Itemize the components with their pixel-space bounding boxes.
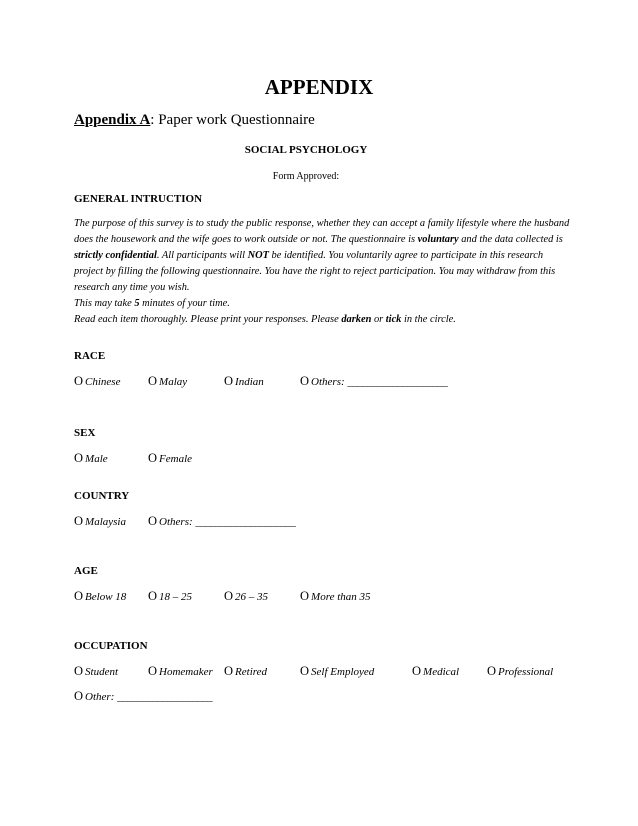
race-others-blank[interactable]: ____________________ xyxy=(347,376,448,388)
time-note xyxy=(74,298,230,309)
read-text-c: or xyxy=(371,314,386,325)
radio-circle[interactable]: O xyxy=(148,374,158,388)
country-option-malaysia[interactable] xyxy=(74,514,126,529)
radio-circle[interactable]: O xyxy=(412,664,422,678)
option-label: Medical xyxy=(423,666,460,678)
form-approved-text: Form Approved: xyxy=(272,171,340,182)
appendix-heading xyxy=(74,112,315,129)
race-option-others[interactable] xyxy=(300,374,447,389)
radio-circle[interactable]: O xyxy=(300,589,310,603)
option-label: Others: xyxy=(311,376,345,388)
para-bold-voluntary: voluntary xyxy=(417,234,459,245)
appendix-rest: : Paper work Questionnaire xyxy=(150,112,315,128)
occupation-option-student[interactable] xyxy=(74,664,118,679)
radio-circle[interactable]: O xyxy=(148,451,158,465)
occupation-option-retired[interactable] xyxy=(224,664,267,679)
option-label: Malay xyxy=(159,376,188,388)
option-label: Chinese xyxy=(85,376,121,388)
option-label: Malaysia xyxy=(85,516,126,528)
age-heading: AGE xyxy=(74,565,98,577)
radio-circle[interactable]: O xyxy=(224,664,234,678)
option-label: 18 – 25 xyxy=(159,591,193,603)
survey-subtitle: SOCIAL PSYCHOLOGY xyxy=(244,144,368,156)
race-heading: RACE xyxy=(74,350,106,362)
page-title: APPENDIX xyxy=(264,75,374,99)
radio-circle[interactable]: O xyxy=(74,664,84,678)
option-label: Homemaker xyxy=(159,666,213,678)
country-heading: COUNTRY xyxy=(74,490,130,502)
sex-option-female[interactable] xyxy=(148,451,192,466)
option-label: Student xyxy=(85,666,119,678)
age-option-26-35[interactable] xyxy=(224,589,268,604)
time-text-a: This may take xyxy=(74,298,135,309)
radio-circle[interactable]: O xyxy=(300,664,310,678)
radio-circle[interactable]: O xyxy=(74,689,84,703)
appendix-label: Appendix A xyxy=(74,112,151,128)
option-label: Below 18 xyxy=(85,591,127,603)
para-text-1: The purpose of this survey is to study the public response, whether they can accept a family lifestyle where the husband does the housework and the wife goes to work outside or not. The questionnaire is xyxy=(74,218,570,245)
race-option-malay[interactable] xyxy=(148,374,187,389)
age-option-18-25[interactable] xyxy=(148,589,192,604)
option-label: Male xyxy=(85,453,108,465)
race-option-indian[interactable] xyxy=(224,374,264,389)
country-others-blank[interactable]: ____________________ xyxy=(195,516,296,528)
option-label: Self Employed xyxy=(311,666,375,678)
radio-circle[interactable]: O xyxy=(74,451,84,465)
time-minutes: 5 xyxy=(134,298,140,309)
read-note xyxy=(74,314,456,325)
option-label: Other: xyxy=(85,691,115,703)
sex-option-male[interactable] xyxy=(74,451,108,466)
read-darken: darken xyxy=(341,314,372,325)
para-text-2: and the data collected is xyxy=(458,234,563,245)
occupation-option-medical[interactable] xyxy=(412,664,459,679)
radio-circle[interactable]: O xyxy=(74,589,84,603)
option-label: Professional xyxy=(498,666,554,678)
read-text-a: Read each item thoroughly. Please print your responses. Please xyxy=(74,314,342,325)
time-text-c: minutes of your time. xyxy=(139,298,230,309)
occupation-heading: OCCUPATION xyxy=(74,640,148,652)
country-option-others[interactable] xyxy=(148,514,295,529)
option-label: Female xyxy=(159,453,193,465)
race-option-chinese[interactable] xyxy=(74,374,120,389)
occupation-option-professional[interactable] xyxy=(487,664,553,679)
age-option-more-than-35[interactable] xyxy=(300,589,371,604)
option-label: 26 – 35 xyxy=(235,591,269,603)
radio-circle[interactable]: O xyxy=(148,589,158,603)
option-label: Others: xyxy=(159,516,193,528)
age-option-below-18[interactable] xyxy=(74,589,126,604)
para-bold-not: NOT xyxy=(247,250,269,261)
option-label: Retired xyxy=(235,666,267,678)
radio-circle[interactable]: O xyxy=(74,514,84,528)
read-tick: tick xyxy=(385,314,402,325)
occupation-option-other[interactable] xyxy=(74,689,212,704)
radio-circle[interactable]: O xyxy=(148,514,158,528)
read-text-e: in the circle. xyxy=(401,314,456,325)
radio-circle[interactable]: O xyxy=(487,664,497,678)
occupation-option-homemaker[interactable] xyxy=(148,664,213,679)
sex-heading: SEX xyxy=(74,427,96,439)
option-label: More than 35 xyxy=(311,591,371,603)
occupation-option-self-employed[interactable] xyxy=(300,664,374,679)
radio-circle[interactable]: O xyxy=(74,374,84,388)
option-label: Indian xyxy=(235,376,264,388)
para-bold-confidential: strictly confidential xyxy=(74,250,157,261)
para-text-4: be identified. You voluntarily agree to participate in this research project by filling the following questionnaire. You have the right to reject participation. You may withdraw from this research any time you wish. xyxy=(74,250,556,293)
radio-circle[interactable]: O xyxy=(224,374,234,388)
radio-circle[interactable]: O xyxy=(224,589,234,603)
para-text-3: . All participants will xyxy=(156,250,248,261)
radio-circle[interactable]: O xyxy=(300,374,310,388)
general-instruction-heading: GENERAL INTRUCTION xyxy=(74,193,203,205)
radio-circle[interactable]: O xyxy=(148,664,158,678)
occupation-other-blank[interactable]: ___________________ xyxy=(117,691,213,703)
instruction-paragraph xyxy=(74,216,574,296)
